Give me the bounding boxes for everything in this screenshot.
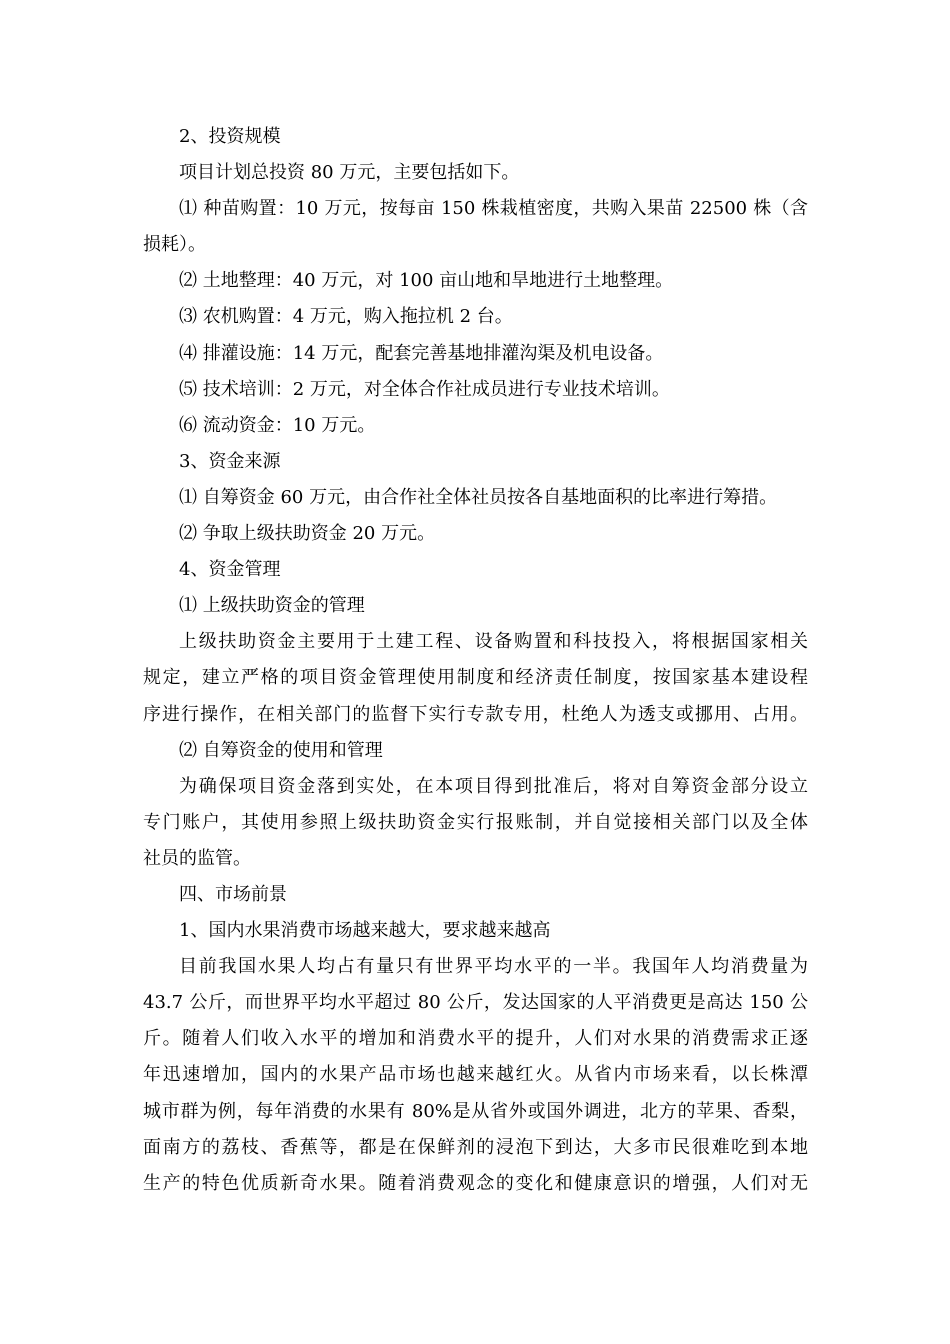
text-line: 专门账户，其使用参照上级扶助资金实行报账制，并自觉接相关部门以及全体 — [143, 811, 808, 833]
text-line: 目前我国水果人均占有量只有世界平均水平的一半。我国年人均消费量为 — [179, 956, 808, 978]
text-line: 1、国内水果消费市场越来越大，要求越来越高 — [179, 920, 551, 942]
document-body — [143, 119, 808, 1202]
text-line: 四、市场前景 — [179, 883, 287, 905]
text-line: ⑹ 流动资金：10 万元。 — [179, 414, 376, 436]
text-line: 序进行操作，在相关部门的监督下实行专款专用，杜绝人为透支或挪用、占用。 — [143, 703, 808, 725]
text-line: 项目计划总投资 80 万元，主要包括如下。 — [179, 162, 520, 184]
text-line: ⑴ 自筹资金 60 万元，由合作社全体社员按各自基地面积的比率进行筹措。 — [179, 486, 778, 508]
text-line: 年迅速增加，国内的水果产品市场也越来越红火。从省内市场来看，以长株潭 — [143, 1064, 808, 1086]
text-line: 社员的监管。 — [143, 847, 251, 869]
text-line: 上级扶助资金主要用于土建工程、设备购置和科技投入，将根据国家相关 — [179, 631, 808, 653]
text-line: ⑴ 上级扶助资金的管理 — [179, 595, 365, 617]
text-line: ⑴ 种苗购置：10 万元，按每亩 150 株栽植密度，共购入果苗 22500 株（含 — [179, 198, 808, 220]
text-line: ⑶ 农机购置：4 万元，购入拖拉机 2 台。 — [179, 306, 513, 328]
text-line: 43.7 公斤，而世界平均水平超过 80 公斤，发达国家的人平消费更是高达 150 公 — [143, 992, 808, 1014]
text-line: 2、投资规模 — [179, 126, 281, 147]
text-line: ⑸ 技术培训：2 万元，对全体合作社成员进行专业技术培训。 — [179, 378, 670, 400]
text-line: 4、资金管理 — [179, 559, 281, 581]
text-line: ⑵ 自筹资金的使用和管理 — [179, 739, 383, 761]
text-line: 为确保项目资金落到实处，在本项目得到批准后，将对自筹资金部分设立 — [179, 775, 808, 797]
text-line: ⑵ 土地整理：40 万元，对 100 亩山地和旱地进行土地整理。 — [179, 270, 674, 292]
text-line: ⑵ 争取上级扶助资金 20 万元。 — [179, 523, 436, 545]
text-line: 生产的特色优质新奇水果。随着消费观念的变化和健康意识的增强，人们对无 — [143, 1172, 808, 1194]
text-line: 斤。随着人们收入水平的增加和消费水平的提升，人们对水果的消费需求正逐 — [143, 1028, 808, 1050]
text-line: 损耗）。 — [143, 234, 206, 256]
text-line: 城市群为例，每年消费的水果有 80%是从省外或国外调进，北方的苹果、香梨， — [143, 1100, 808, 1122]
text-line: 面南方的荔枝、香蕉等，都是在保鲜剂的浸泡下到达，大多市民很难吃到本地 — [143, 1136, 808, 1158]
text-line: 3、资金来源 — [179, 450, 281, 472]
text-line: 规定，建立严格的项目资金管理使用制度和经济责任制度，按国家基本建设程 — [143, 667, 808, 689]
text-line: ⑷ 排灌设施：14 万元，配套完善基地排灌沟渠及机电设备。 — [179, 342, 664, 364]
